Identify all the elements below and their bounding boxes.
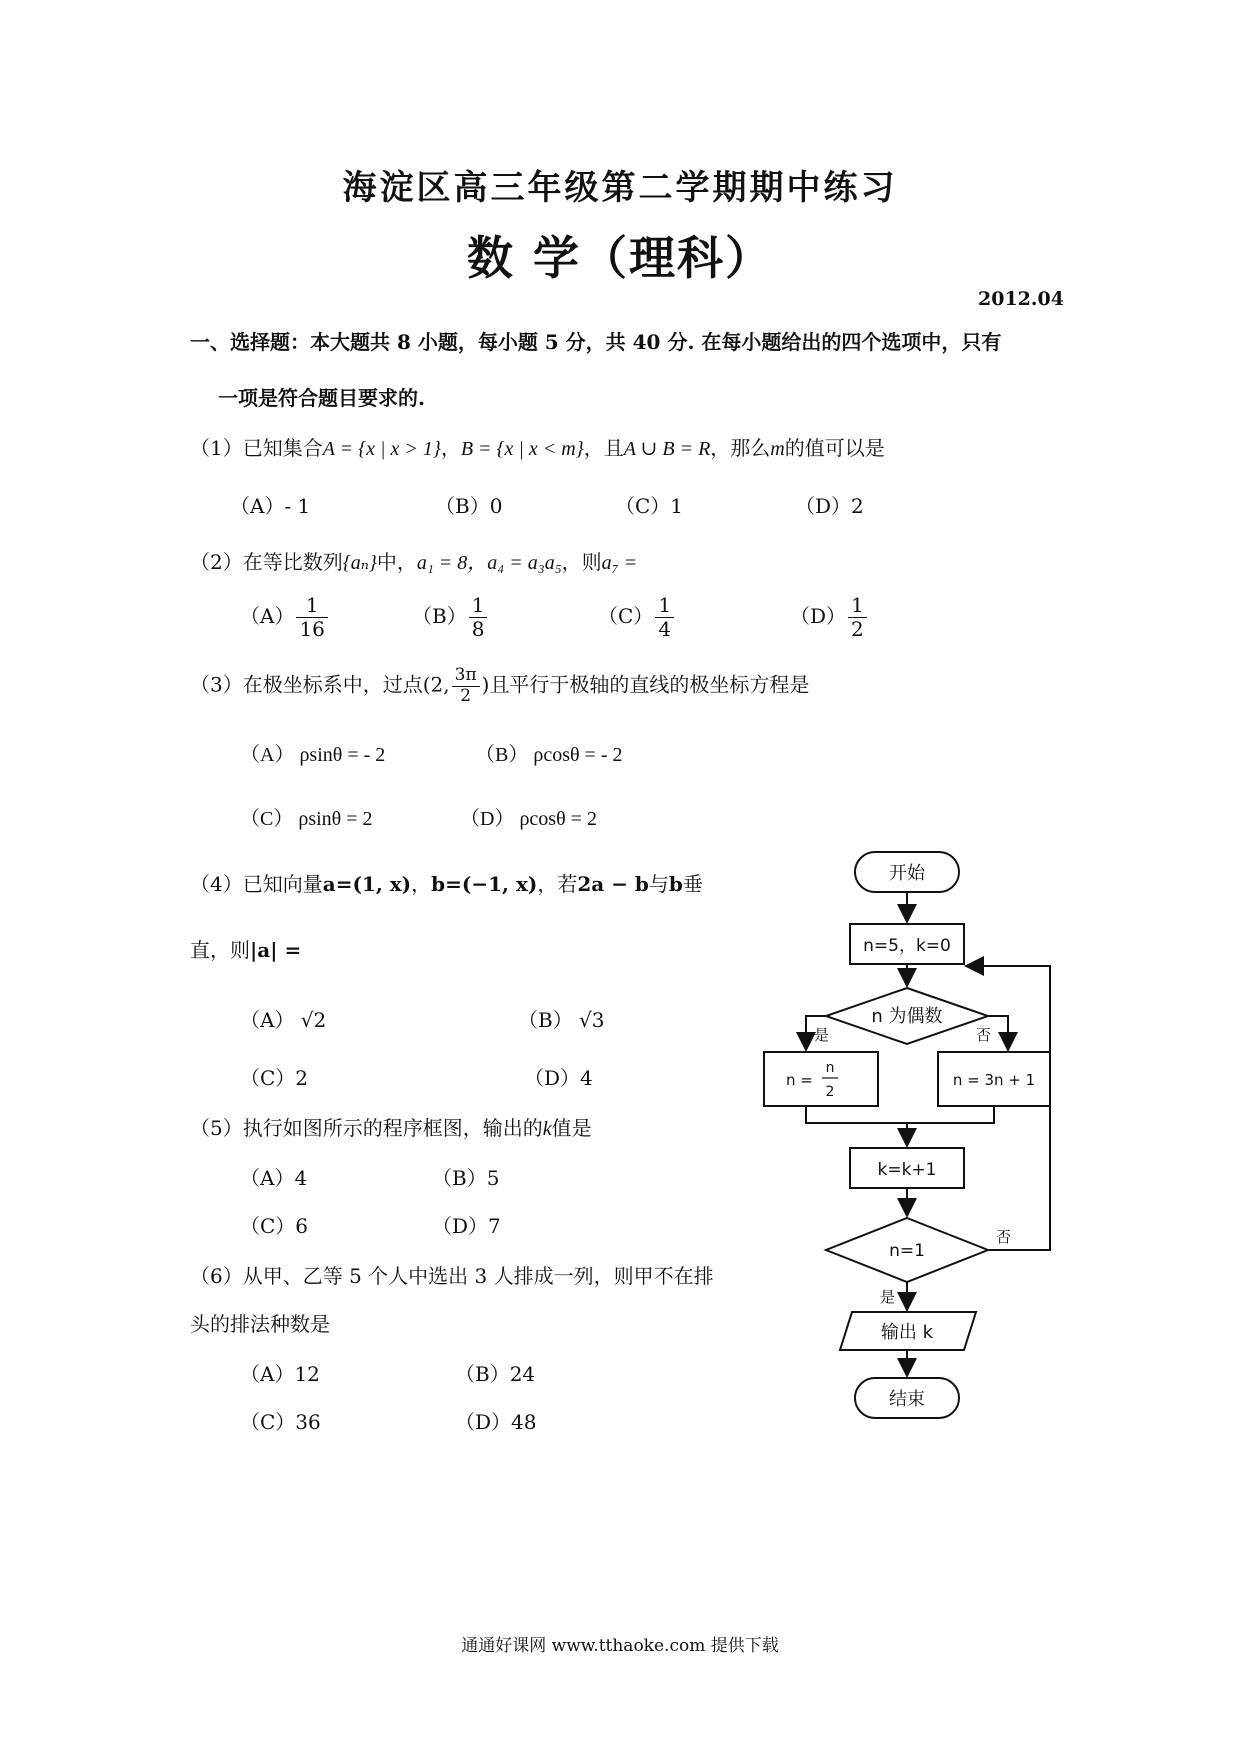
flowchart-decision-even-label: n 为偶数 — [871, 1006, 943, 1027]
q6-option-b: （B）24 — [455, 1362, 536, 1386]
question-1 — [190, 432, 885, 461]
q4-abs: |a| = — [250, 938, 302, 962]
q2-option-a-fraction: $\frac{1}{16}$ — [296, 594, 327, 641]
q2-option-b-fraction: $\frac{1}{8}$ — [469, 594, 488, 641]
q1-set-a: A = {x | x > 1} — [322, 438, 441, 460]
q2-stem-c: ，则 — [561, 550, 602, 574]
q4-stem-b: ，若 — [537, 872, 578, 896]
flowchart-init-label: n=5，k=0 — [863, 936, 951, 956]
q3-option-b: （B） ρcosθ = - 2 — [475, 744, 623, 766]
q2-option-c-fraction: $\frac{1}{4}$ — [655, 594, 674, 641]
q3-stem-a: （3）在极坐标系中，过点 — [190, 672, 423, 697]
q2-option-b-label: （B） — [412, 604, 467, 628]
q5-stem-a: （5）执行如图所示的程序框图，输出的 — [190, 1116, 543, 1140]
section-heading-line1: 一、选择题：本大题共 8 小题，每小题 5 分，共 40 分. 在每小题给出的四个选项中，只有 — [190, 330, 1002, 354]
q3-option-a: （A） ρsinθ = - 2 — [240, 744, 386, 766]
question-2 — [190, 546, 637, 575]
question-6-line2: 头的排法种数是 — [190, 1312, 330, 1336]
q3-option-c: （C） ρsinθ = 2 — [240, 808, 373, 830]
flowchart-yes-label-2: 是 — [880, 1288, 896, 1306]
q2-option-b — [412, 594, 489, 641]
flowchart-no-label-1: 否 — [976, 1026, 992, 1044]
q2-option-c — [598, 594, 676, 641]
flowchart-even-lhs: n = — [786, 1071, 813, 1089]
flowchart-end-label: 结束 — [889, 1389, 925, 1410]
q3-point-b: ) — [481, 672, 490, 697]
question-4-line1 — [190, 868, 703, 897]
program-flowchart — [750, 840, 1070, 1420]
q1-option-b: （B）0 — [435, 494, 503, 518]
q3-option-d: （D） ρcosθ = 2 — [460, 808, 597, 830]
q1-stem-d: 的值可以是 — [784, 436, 885, 460]
question-4-line2 — [190, 934, 301, 963]
flowchart-even-node — [764, 1052, 878, 1106]
q2-option-a — [240, 594, 330, 641]
q6-option-a: （A）12 — [240, 1362, 320, 1386]
q2-option-d — [790, 594, 869, 641]
q1-set-b: B = {x | x < m} — [460, 438, 584, 460]
flowchart-odd-label: n = 3n + 1 — [952, 1071, 1036, 1089]
q3-stem-b: 且平行于极轴的直线的极坐标方程是 — [489, 672, 810, 697]
q1-union: A ∪ B = R — [623, 438, 711, 460]
q4-expression: 2a − b — [577, 872, 649, 896]
q3-point-a: (2, — [422, 672, 450, 697]
section-heading-line2: 一项是符合题目要求的. — [218, 386, 425, 410]
q5-stem-b: 值是 — [551, 1116, 592, 1140]
flowchart-increment-label: k=k+1 — [877, 1160, 937, 1180]
q1-option-a: （A）- 1 — [230, 494, 311, 518]
q2-option-d-label: （D） — [790, 604, 847, 628]
flowchart-decision-end-label: n=1 — [889, 1241, 925, 1261]
q2-option-c-label: （C） — [598, 604, 654, 628]
q2-option-a-label: （A） — [240, 604, 295, 628]
q1-option-d: （D）2 — [795, 494, 864, 518]
q5-option-d: （D）7 — [432, 1214, 501, 1238]
flowchart-even-den: 2 — [825, 1084, 835, 1100]
q4-vector-b-ref: b — [668, 872, 683, 896]
q2-seq: {aₙ} — [342, 552, 377, 574]
q4-stem-c: 与 — [648, 872, 669, 896]
q1-sep: ， — [440, 436, 461, 460]
q2-option-d-fraction: $\frac{1}{2}$ — [848, 594, 867, 641]
flowchart-no-label-2: 否 — [996, 1228, 1012, 1246]
question-5 — [190, 1112, 592, 1141]
flowchart-start-label: 开始 — [889, 863, 925, 884]
question-3 — [190, 666, 809, 706]
question-6-line1: （6）从甲、乙等 5 个人中选出 3 人排成一列，则甲不在排 — [190, 1264, 714, 1288]
q5-option-b: （B）5 — [432, 1166, 500, 1190]
flowchart-output-label: 输出 k — [880, 1322, 934, 1343]
q5-var: k — [542, 1118, 552, 1140]
q1-stem-a: （1）已知集合 — [190, 436, 323, 460]
q6-option-c: （C）36 — [240, 1410, 321, 1434]
q2-cond: a₁ = 8，a₄ = a₃a₅ — [416, 552, 562, 574]
q2-stem-a: （2）在等比数列 — [190, 550, 343, 574]
exam-subject: 数 学（理科） — [466, 231, 773, 285]
q4-line2: 直，则 — [190, 938, 250, 962]
q4-vector-a: a=(1, x) — [322, 872, 412, 896]
q4-sep: ， — [411, 872, 432, 896]
flowchart-even-num: n — [825, 1060, 835, 1076]
q1-var: m — [770, 438, 785, 460]
q1-stem-c: ，那么 — [710, 436, 771, 460]
q4-option-b: （B） √3 — [518, 1008, 605, 1032]
q4-option-d: （D）4 — [524, 1066, 593, 1090]
q3-fraction: $\frac{3\pi}{2}$ — [452, 666, 480, 706]
q6-option-d: （D）48 — [455, 1410, 537, 1434]
q1-stem-b: ，且 — [583, 436, 624, 460]
q4-stem-d: 垂 — [682, 872, 703, 896]
q4-vector-b: b=(−1, x) — [431, 872, 538, 896]
q5-option-c: （C）6 — [240, 1214, 309, 1238]
q5-option-a: （A）4 — [240, 1166, 308, 1190]
flowchart-yes-label-1: 是 — [814, 1026, 830, 1044]
page-footer: 通通好课网 www.tthaoke.com 提供下载 — [461, 1636, 779, 1656]
q4-stem-a: （4）已知向量 — [190, 872, 323, 896]
q1-option-c: （C）1 — [615, 494, 684, 518]
q2-target: a₇ = — [601, 552, 638, 574]
q2-stem-b: 中， — [376, 550, 417, 574]
q4-option-c: （C）2 — [240, 1066, 309, 1090]
exam-date: 2012.04 — [978, 288, 1064, 310]
q4-option-a: （A） √2 — [240, 1008, 327, 1032]
exam-title: 海淀区高三年级第二学期期中练习 — [342, 168, 898, 208]
